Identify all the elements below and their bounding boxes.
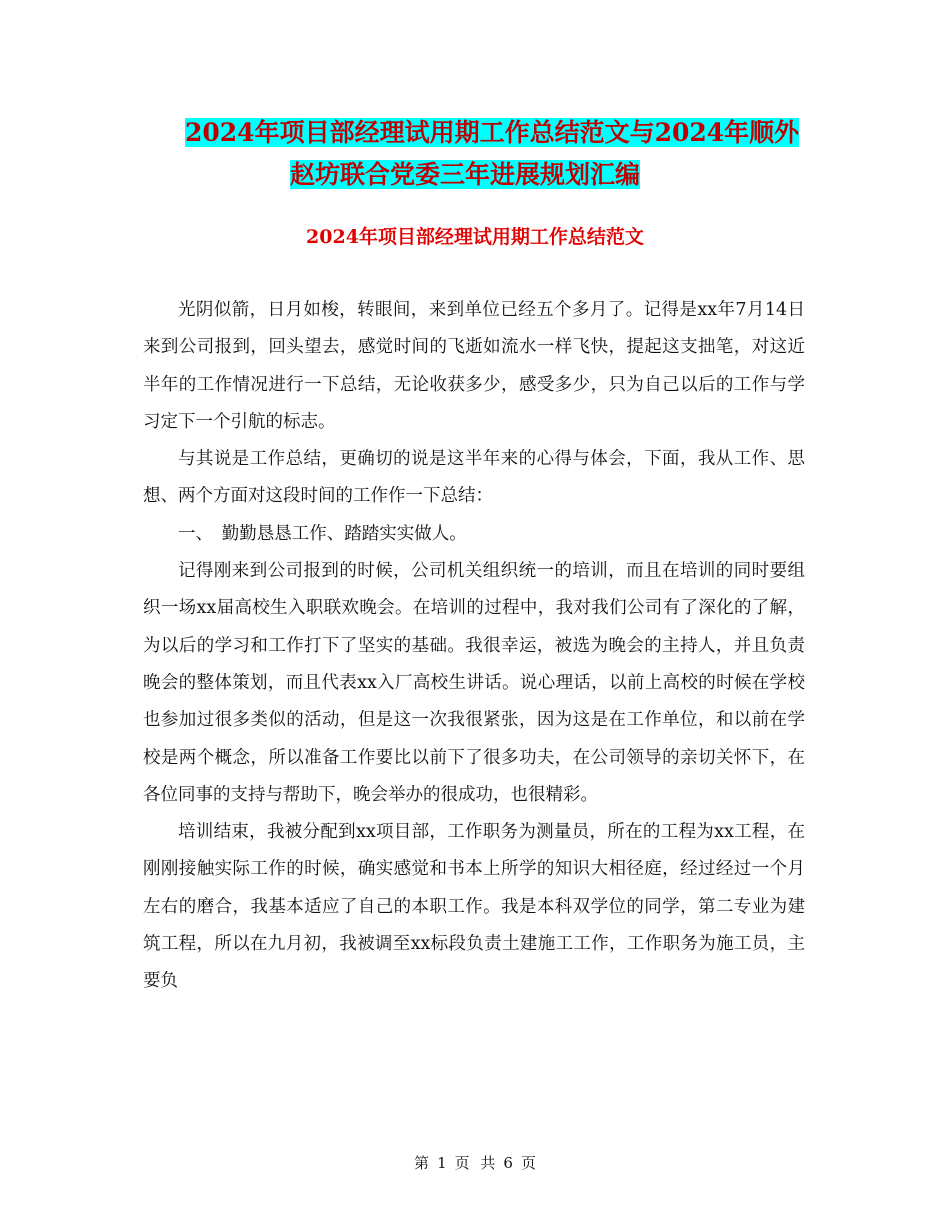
page-footer <box>0 1152 950 1173</box>
footer-current-page: 1 <box>437 1154 447 1172</box>
paragraph: 与其说是工作总结，更确切的说是这半年来的心得与体会，下面，我从工作、思想、两个方面对这段时间的工作作一下总结： <box>143 449 805 507</box>
footer-label-page: 第 <box>414 1154 430 1172</box>
document-body <box>143 292 805 1001</box>
paragraph: 光阴似箭，日月如梭，转眼间，来到单位已经五个多月了。记得是xx年7月14日来到公司报到，回头望去，感觉时间的飞逝如流水一样飞快，提起这支拙笔，对这近半年的工作情况进行一下总结，无论收获多少，感受多少，只为自己以后的工作与学习定下一个引航的标志。 <box>143 300 805 432</box>
paragraph: 培训结束，我被分配到xx项目部，工作职务为测量员，所在的工程为xx工程，在刚刚接触实际工作的时候，确实感觉和书本上所学的知识大相径庭，经过经过一个月左右的磨合，我基本适应了自己的本职工作。我是本科双学位的同学，第二专业为建筑工程，所以在九月初，我被调至xx标段负责土建施工工作，工作职务为施工员，主要负 <box>143 822 805 992</box>
document-title <box>140 112 840 196</box>
footer-label-of: 页 共 <box>454 1154 496 1172</box>
paragraph: 记得刚来到公司报到的时候，公司机关组织统一的培训，而且在培训的同时要组织一场xx届高校生入职联欢晚会。在培训的过程中，我对我们公司有了深化的了解，为以后的学习和工作打下了坚实的基础。我很幸运，被选为晚会的主持人，并且负责晚会的整体策划，而且代表xx入厂高校生讲话。说心理话，以前上高校的时候在学校也参加过很多类似的活动，但是这一次我很紧张，因为这是在工作单位，和以前在学校是两个概念，所以准备工作要比以前下了很多功夫，在公司领导的亲切关怀下，在各位同事的支持与帮助下，晚会举办的很成功，也很精彩。 <box>143 561 805 805</box>
document-title-line-2: 赵坊联合党委三年进展规划汇编 <box>290 160 641 189</box>
footer-total-pages: 6 <box>503 1154 513 1172</box>
paragraph-heading: 一、 勤勤恳恳工作、踏踏实实做人。 <box>178 523 467 544</box>
document-title-line-1: 2024年项目部经理试用期工作总结范文与2024年顺外 <box>185 118 800 147</box>
footer-label-end: 页 <box>520 1154 536 1172</box>
section-title: 2024年项目部经理试用期工作总结范文 <box>306 226 644 248</box>
